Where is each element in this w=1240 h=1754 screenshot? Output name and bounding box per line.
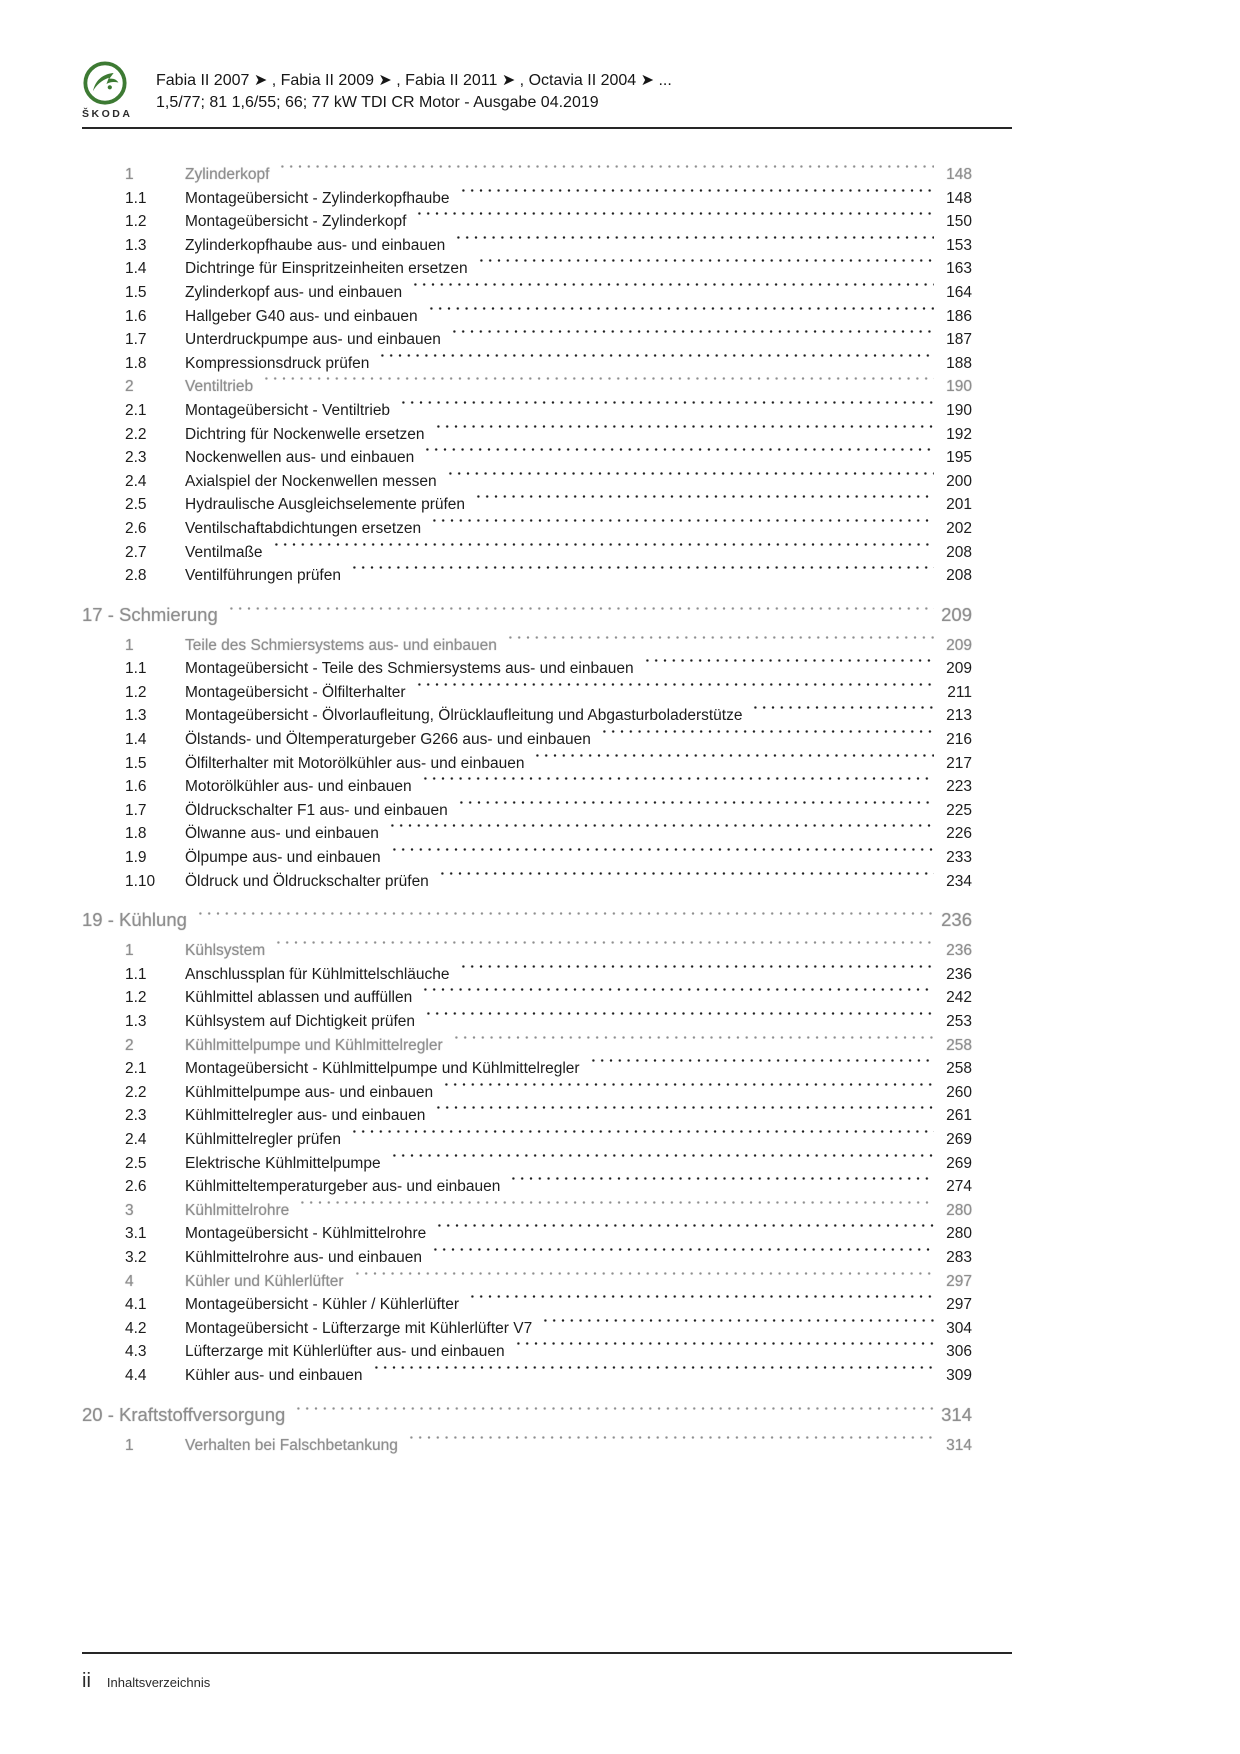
toc-entry-title: Verhalten bei Falschbetankung [185, 1436, 398, 1454]
toc-entry-title: Hallgeber G40 aus- und einbauen [185, 307, 418, 325]
toc-entry-title: Montageübersicht - Kühler / Kühlerlüfter [185, 1296, 459, 1314]
toc-entry-page: 261 [946, 1107, 972, 1125]
toc-entry-page: 306 [946, 1343, 972, 1361]
toc-row-entry [82, 543, 972, 567]
toc-row-entry [82, 401, 972, 425]
toc-entry-title: Zylinderkopf aus- und einbauen [185, 283, 403, 301]
toc-row-entry [82, 283, 972, 307]
toc-row-chapter [82, 909, 972, 936]
toc-entry-title: Kompressionsdruck prüfen [185, 354, 370, 372]
toc-dot-leader [390, 848, 934, 862]
toc-entry-page: 236 [941, 909, 972, 931]
toc-entry-title: Montageübersicht - Ölfilterhalter [185, 683, 406, 701]
skoda-logo-icon [82, 60, 128, 106]
toc-row-entry [82, 448, 972, 472]
toc-row-entry [82, 730, 972, 754]
toc-row-entry [82, 659, 972, 683]
toc-entry-number: 1.1 [125, 189, 147, 207]
toc-entry-page: 190 [946, 378, 972, 396]
toc-entry-page: 195 [946, 449, 972, 467]
toc-entry-number: 1.2 [125, 683, 147, 701]
toc-dot-leader [474, 495, 934, 509]
toc-entry-number: 1 [125, 1436, 134, 1454]
toc-entry-title: Kühlmittelrohre aus- und einbauen [185, 1248, 422, 1266]
toc-entry-number: 1.6 [125, 778, 147, 796]
toc-entry-title: Ventilführungen prüfen [185, 567, 341, 585]
toc-entry-number: 4 [125, 1272, 134, 1290]
toc-entry-title: Lüfterzarge mit Kühlerlüfter aus- und einbauen [185, 1343, 505, 1361]
toc-entry-page: 211 [947, 683, 972, 701]
toc-entry-page: 280 [946, 1201, 972, 1219]
toc-dot-leader [477, 259, 934, 273]
toc-entry-page: 213 [946, 707, 972, 725]
toc-dot-leader [506, 636, 934, 650]
toc-entry-number: 1.7 [125, 331, 147, 349]
toc-entry-page: 314 [941, 1403, 972, 1425]
header-divider [82, 127, 1012, 129]
toc-dot-leader [459, 965, 935, 979]
toc-entry-page: 202 [946, 519, 972, 537]
toc-entry-title: Montageübersicht - Ventiltrieb [185, 401, 391, 419]
toc-entry-title: Kühlsystem auf Dichtigkeit prüfen [185, 1013, 416, 1030]
toc-entry-page: 314 [946, 1436, 972, 1454]
toc-entry-number: 4.1 [125, 1296, 147, 1314]
toc-row-entry [82, 965, 972, 989]
toc-entry-number: 4.4 [125, 1366, 147, 1384]
toc-entry-title: Ölwanne aus- und einbauen [185, 825, 379, 843]
toc-dot-leader [751, 706, 934, 720]
toc-entry-page: 269 [946, 1130, 972, 1148]
toc-dot-leader [454, 236, 934, 250]
toc-entry-title: Ölfilterhalter mit Motorölkühler aus- und einbauen [185, 754, 525, 772]
toc-entry-page: 242 [946, 989, 972, 1007]
toc-entry-number: 1.3 [125, 1013, 147, 1030]
toc-row-entry [82, 425, 972, 449]
toc-entry-page: 269 [946, 1154, 972, 1172]
toc-entry-number: 2.2 [125, 425, 147, 443]
header-text [156, 60, 672, 114]
toc-row-entry [82, 824, 972, 848]
toc-entry-number: 1.6 [125, 307, 147, 325]
toc-row-entry [82, 189, 972, 213]
toc-entry-title: Zylinderkopf [185, 166, 270, 183]
toc-row-entry [82, 1154, 972, 1178]
toc-entry-page: 150 [946, 213, 972, 231]
toc-entry-page: 225 [946, 801, 972, 819]
toc-entry-title: Axialspiel der Nockenwellen messen [185, 472, 437, 490]
toc-entry-title: Nockenwellen aus- und einbauen [185, 449, 415, 467]
toc-entry-number: 2.3 [125, 449, 147, 467]
toc-entry-number: 1.5 [125, 283, 147, 301]
toc-entry-page: 258 [946, 1060, 972, 1078]
toc-entry-number: 2.1 [125, 1060, 147, 1078]
toc-entry-number: 2.4 [125, 1130, 147, 1148]
toc-entry-number: 1.9 [125, 849, 147, 867]
toc-dot-leader [415, 683, 934, 697]
toc-entry-page: 148 [946, 166, 972, 183]
toc-entry-number: 1.10 [125, 872, 156, 890]
toc-dot-leader [468, 1295, 934, 1309]
toc-row-entry [82, 683, 972, 707]
toc-dot-leader [446, 472, 934, 486]
toc-entry-page: 209 [941, 603, 972, 625]
toc-entry-page: 223 [946, 778, 972, 796]
toc-entry-number: 1.5 [125, 754, 147, 772]
toc-dot-leader [423, 448, 934, 462]
toc-entry-title: Ventiltrieb [185, 378, 254, 396]
toc-row-section [82, 941, 972, 965]
toc-entry-number: 1 [125, 166, 134, 183]
toc-entry-page: 236 [946, 965, 972, 983]
toc-entry-page: 226 [946, 825, 972, 843]
toc-entry-page: 200 [946, 472, 972, 490]
toc-entry-number: 1.4 [125, 260, 147, 278]
toc-dot-leader [278, 165, 934, 179]
toc-entry-title: Ölpumpe aus- und einbauen [185, 849, 381, 867]
toc-dot-leader [509, 1177, 934, 1191]
toc-dot-leader [442, 1083, 934, 1097]
toc-row-entry [82, 472, 972, 496]
toc-row-section [82, 165, 972, 189]
toc-entry-page: 236 [946, 942, 972, 960]
toc-entry-number: 1.4 [125, 731, 147, 749]
toc-entry-title: Dichtringe für Einspritzeinheiten ersetzen [185, 260, 468, 278]
toc-entry-title: Kühlmittelregler prüfen [185, 1130, 341, 1148]
toc-dot-leader [434, 425, 935, 439]
toc-entry-number: 2.7 [125, 543, 147, 561]
toc-entry-page: 253 [946, 1013, 972, 1030]
toc-entry-page: 208 [946, 567, 972, 585]
toc-entry-page: 190 [946, 401, 972, 419]
toc-entry-title: 19 - Kühlung [82, 909, 187, 931]
toc-entry-title: Dichtring für Nockenwelle ersetzen [185, 425, 425, 443]
toc-entry-number: 1.2 [125, 989, 147, 1007]
toc-dot-leader [421, 988, 934, 1002]
toc-entry-title: Montageübersicht - Kühlmittelpumpe und Kühlmittelregler [185, 1060, 580, 1078]
toc-row-entry [82, 212, 972, 236]
toc-dot-leader [274, 941, 934, 955]
toc-dot-leader [424, 1012, 934, 1026]
toc-entry-title: Anschlussplan für Kühlmittelschläuche [185, 965, 450, 983]
toc-entry-number: 2.8 [125, 567, 147, 585]
toc-dot-leader [272, 543, 934, 557]
toc-entry-page: 164 [946, 283, 972, 301]
document-header [82, 60, 1012, 120]
toc-entry-title: Kühlmittelrohre [185, 1201, 290, 1219]
toc-entry-title: Öldruck und Öldruckschalter prüfen [185, 872, 429, 890]
toc-dot-leader [378, 354, 934, 368]
toc-entry-number: 2 [125, 1036, 134, 1054]
toc-dot-leader [533, 754, 934, 768]
toc-entry-number: 3.2 [125, 1248, 147, 1266]
toc-row-entry [82, 1130, 972, 1154]
toc-row-section [82, 636, 972, 660]
toc-entry-page: 192 [946, 425, 972, 443]
toc-dot-leader [390, 1154, 934, 1168]
toc-entry-title: Kühler und Kühlerlüfter [185, 1272, 344, 1290]
toc-row-entry [82, 1012, 972, 1036]
toc-entry-page: 274 [946, 1178, 972, 1196]
toc-entry-number: 2.5 [125, 496, 147, 514]
toc-row-entry [82, 307, 972, 331]
toc-entry-number: 1.3 [125, 236, 147, 254]
toc-entry-title: Montageübersicht - Zylinderkopf [185, 213, 407, 231]
toc-entry-title: Elektrische Kühlmittelpumpe [185, 1154, 381, 1172]
toc-dot-leader [430, 519, 934, 533]
toc-row-entry [82, 872, 972, 896]
toc-dot-leader [294, 1407, 934, 1421]
toc-dot-leader [427, 307, 934, 321]
toc-row-section [82, 1436, 972, 1460]
toc-row-entry [82, 1106, 972, 1130]
toc-entry-number: 2.2 [125, 1083, 147, 1101]
toc-row-entry [82, 566, 972, 590]
toc-entry-page: 153 [946, 236, 972, 254]
toc-entry-number: 2.4 [125, 472, 147, 490]
toc-entry-title: Ventilmaße [185, 543, 263, 561]
toc-entry-title: Kühlsystem [185, 942, 266, 960]
toc-entry-title: Montageübersicht - Zylinderkopfhaube [185, 189, 450, 207]
footer-page-number: ii [82, 1670, 91, 1692]
toc-entry-title: Kühlmitteltemperaturgeber aus- und einbauen [185, 1178, 501, 1196]
toc-row-entry [82, 1248, 972, 1272]
toc-dot-leader [262, 377, 934, 391]
toc-row-entry [82, 706, 972, 730]
toc-entry-page: 297 [946, 1272, 972, 1290]
toc-entry-title: Ventilschaftabdichtungen ersetzen [185, 519, 422, 537]
footer-divider [82, 1652, 1012, 1654]
toc-dot-leader [459, 189, 934, 203]
toc-entry-page: 148 [946, 189, 972, 207]
toc-row-entry [82, 519, 972, 543]
toc-row-section [82, 1272, 972, 1296]
toc-entry-number: 1.8 [125, 354, 147, 372]
toc-row-entry [82, 1083, 972, 1107]
toc-entry-page: 304 [946, 1319, 972, 1337]
toc-entry-page: 234 [946, 872, 972, 890]
toc-dot-leader [541, 1319, 934, 1333]
toc-entry-number: 1.1 [125, 965, 147, 983]
toc-dot-leader [450, 330, 934, 344]
toc-dot-leader [350, 566, 934, 580]
toc-entry-number: 4.2 [125, 1319, 147, 1337]
toc-entry-page: 258 [946, 1036, 972, 1054]
toc-row-entry [82, 330, 972, 354]
toc-dot-leader [298, 1201, 934, 1215]
footer-line [82, 1670, 1012, 1693]
header-models-line: Fabia II 2007 ➤ , Fabia II 2009 ➤ , Fabia II 2011 ➤ , Octavia II 2004 ➤ ... [156, 72, 672, 89]
toc-entry-title: 20 - Kraftstoffversorgung [82, 1403, 286, 1425]
toc-entry-page: 217 [946, 754, 972, 772]
toc-entry-page: 280 [946, 1225, 972, 1243]
toc-row-entry [82, 1059, 972, 1083]
toc-dot-leader [431, 1248, 934, 1262]
toc-row-entry [82, 1295, 972, 1319]
toc-row-entry [82, 1319, 972, 1343]
toc-dot-leader [407, 1436, 934, 1450]
toc-row-chapter [82, 1404, 972, 1431]
toc-entry-title: Ölstands- und Öltemperaturgeber G266 aus- und einbauen [185, 731, 591, 749]
toc-entry-title: Zylinderkopfhaube aus- und einbauen [185, 236, 446, 254]
toc-entry-page: 309 [946, 1366, 972, 1384]
toc-row-entry [82, 1366, 972, 1390]
toc-row-chapter [82, 604, 972, 631]
toc-dot-leader [589, 1059, 934, 1073]
toc-dot-leader [411, 283, 934, 297]
toc-row-entry [82, 1224, 972, 1248]
toc-entry-number: 1.2 [125, 213, 147, 231]
toc-list [82, 165, 1012, 1459]
toc-entry-title: Montageübersicht - Lüfterzarge mit Kühlerlüfter V7 [185, 1319, 533, 1337]
toc-entry-title: Öldruckschalter F1 aus- und einbauen [185, 801, 448, 819]
document-footer [82, 1652, 1012, 1693]
toc-dot-leader [457, 801, 934, 815]
toc-entry-title: Kühlmittelpumpe aus- und einbauen [185, 1083, 434, 1101]
toc-entry-number: 1 [125, 942, 134, 960]
toc-row-section [82, 377, 972, 401]
toc-entry-page: 187 [946, 331, 972, 349]
toc-row-entry [82, 988, 972, 1012]
toc-dot-leader [372, 1366, 934, 1380]
toc-entry-page: 163 [946, 260, 972, 278]
toc-row-entry [82, 495, 972, 519]
toc-entry-number: 1.8 [125, 825, 147, 843]
brand-name: ŠKODA [82, 108, 133, 120]
toc-dot-leader [421, 777, 934, 791]
toc-row-entry [82, 354, 972, 378]
brand-block [82, 60, 140, 120]
toc-entry-page: 188 [946, 354, 972, 372]
toc-row-entry [82, 236, 972, 260]
toc-dot-leader [514, 1342, 934, 1356]
toc-entry-title: Motorölkühler aus- und einbauen [185, 778, 412, 796]
page-content [82, 60, 1012, 1459]
toc-entry-page: 283 [946, 1248, 972, 1266]
toc-dot-leader [438, 872, 934, 886]
toc-row-entry [82, 1342, 972, 1366]
toc-dot-leader [388, 824, 934, 838]
toc-entry-number: 2.1 [125, 401, 147, 419]
toc-dot-leader [415, 212, 934, 226]
toc-row-entry [82, 848, 972, 872]
toc-entry-title: Unterdruckpumpe aus- und einbauen [185, 331, 441, 349]
toc-dot-leader [399, 401, 934, 415]
toc-entry-number: 2.5 [125, 1154, 147, 1172]
toc-dot-leader [435, 1224, 934, 1238]
toc-entry-page: 233 [946, 849, 972, 867]
toc-entry-number: 2.6 [125, 1178, 147, 1196]
toc-entry-title: Kühlmittelregler aus- und einbauen [185, 1107, 426, 1125]
toc-entry-title: Kühlmittelpumpe und Kühlmittelregler [185, 1036, 443, 1054]
toc-entry-title: Montageübersicht - Kühlmittelrohre [185, 1225, 427, 1243]
toc-entry-title: Teile des Schmiersystems aus- und einbauen [185, 636, 497, 654]
toc-dot-leader [600, 730, 934, 744]
toc-entry-title: Montageübersicht - Ölvorlaufleitung, Ölrücklaufleitung und Abgasturboladerstütze [185, 707, 743, 725]
toc-dot-leader [643, 659, 934, 673]
toc-dot-leader [434, 1106, 934, 1120]
toc-entry-title: Kühlmittel ablassen und auffüllen [185, 989, 413, 1007]
toc-entry-page: 216 [946, 731, 972, 749]
toc-entry-page: 209 [946, 636, 972, 654]
toc-row-entry [82, 777, 972, 801]
header-engine-line: 1,5/77; 81 1,6/55; 66; 77 kW TDI CR Motor - Ausgabe 04.2019 [156, 94, 599, 111]
toc-entry-number: 2.6 [125, 519, 147, 537]
toc-entry-title: Hydraulische Ausgleichselemente prüfen [185, 496, 466, 514]
toc-row-entry [82, 754, 972, 778]
toc-entry-number: 1.3 [125, 707, 147, 725]
toc-row-section [82, 1201, 972, 1225]
toc-row-entry [82, 801, 972, 825]
toc-entry-number: 2 [125, 378, 134, 396]
toc-entry-page: 260 [946, 1083, 972, 1101]
toc-entry-number: 1.1 [125, 660, 147, 678]
toc-entry-page: 209 [946, 660, 972, 678]
toc-row-entry [82, 1177, 972, 1201]
toc-row-section [82, 1036, 972, 1060]
toc-dot-leader [196, 912, 934, 926]
toc-entry-page: 297 [946, 1296, 972, 1314]
toc-entry-number: 4.3 [125, 1343, 147, 1361]
toc-entry-page: 201 [946, 496, 972, 514]
toc-entry-title: 17 - Schmierung [82, 603, 218, 625]
toc-entry-title: Montageübersicht - Teile des Schmiersystems aus- und einbauen [185, 660, 634, 678]
toc-row-entry [82, 259, 972, 283]
toc-dot-leader [227, 607, 934, 621]
toc-entry-page: 208 [946, 543, 972, 561]
toc-entry-title: Kühler aus- und einbauen [185, 1366, 363, 1384]
footer-section-label: Inhaltsverzeichnis [106, 1675, 211, 1690]
toc-dot-leader [353, 1272, 934, 1286]
toc-dot-leader [452, 1036, 934, 1050]
toc-entry-number: 3.1 [125, 1225, 147, 1243]
toc-entry-number: 1 [125, 636, 134, 654]
toc-entry-page: 186 [946, 307, 972, 325]
toc-entry-number: 3 [125, 1201, 134, 1219]
toc-entry-number: 2.3 [125, 1107, 147, 1125]
toc-dot-leader [350, 1130, 934, 1144]
toc-entry-number: 1.7 [125, 801, 147, 819]
